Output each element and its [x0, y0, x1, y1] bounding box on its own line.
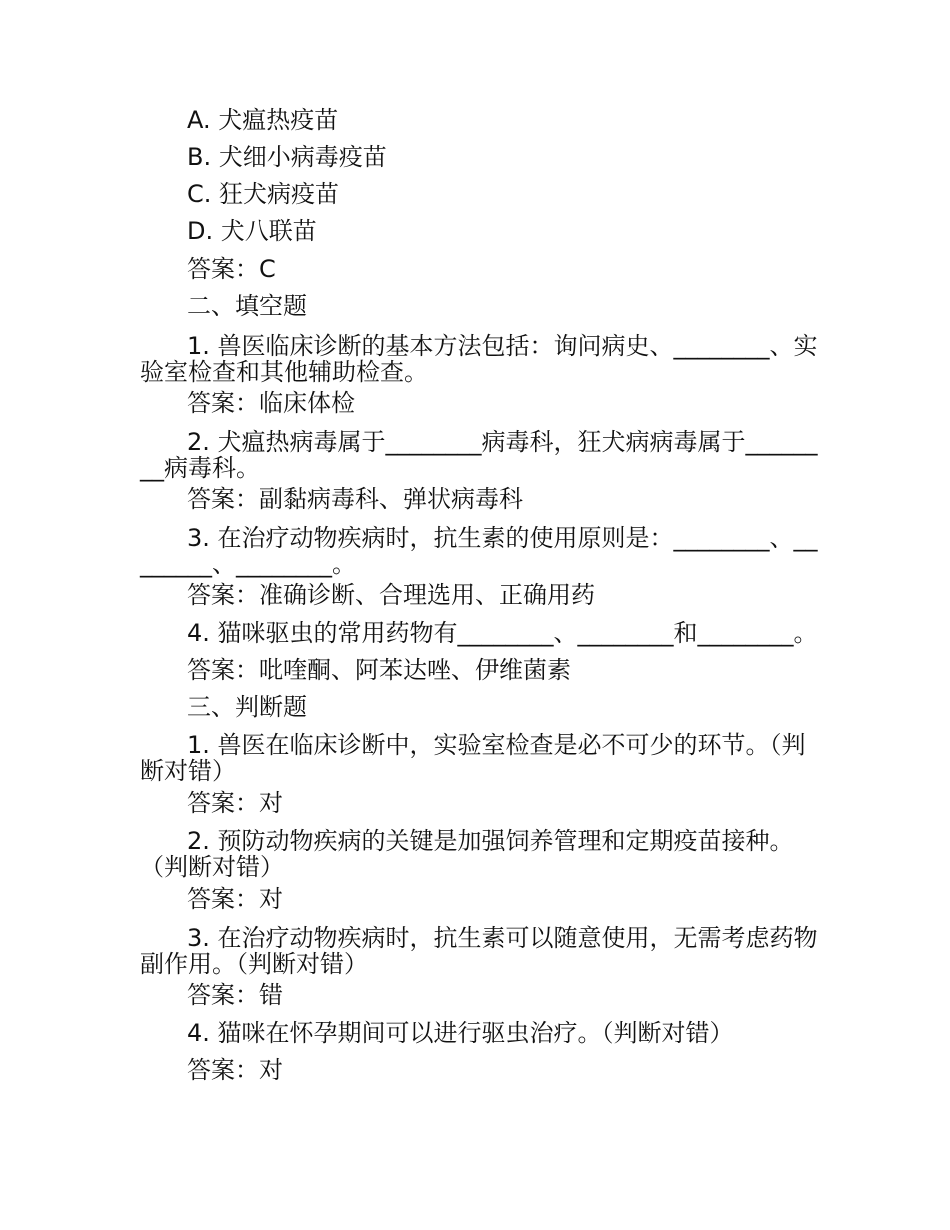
option-c: C. 狂犬病疫苗: [187, 180, 340, 208]
tf-question-1: 1. 兽医在临床诊断中，实验室检查是必不可少的环节。（判断对错）: [140, 731, 806, 785]
option-a: A. 犬瘟热疫苗: [187, 106, 339, 134]
option-b: B. 犬细小病毒疫苗: [187, 143, 387, 171]
fill-question-2: 2. 犬瘟热病毒属于________病毒科，狂犬病病毒属于________病毒科。: [140, 428, 818, 482]
section-title-fill: 二、填空题: [187, 292, 307, 320]
fill-question-3: 3. 在治疗动物疾病时，抗生素的使用原则是：________、________、________。: [140, 524, 818, 578]
fill-answer-2: 答案：副黏病毒科、弹状病毒科: [187, 485, 523, 513]
tf-answer-2: 答案：对: [187, 885, 283, 913]
option-d: D. 犬八联苗: [187, 217, 317, 245]
tf-question-3: 3. 在治疗动物疾病时，抗生素可以随意使用，无需考虑药物副作用。（判断对错）: [140, 924, 818, 978]
fill-answer-1: 答案：临床体检: [187, 389, 355, 417]
mc-answer: 答案：C: [187, 255, 276, 283]
tf-question-4: 4. 猫咪在怀孕期间可以进行驱虫治疗。（判断对错）: [187, 1019, 734, 1047]
tf-question-2: 2. 预防动物疾病的关键是加强饲养管理和定期疫苗接种。（判断对错）: [140, 827, 794, 881]
tf-answer-3: 答案：错: [187, 981, 283, 1009]
fill-answer-4: 答案：吡喹酮、阿苯达唑、伊维菌素: [187, 656, 571, 684]
tf-answer-1: 答案：对: [187, 789, 283, 817]
fill-question-1: 1. 兽医临床诊断的基本方法包括：询问病史、________、实验室检查和其他辅助检查。: [140, 332, 818, 386]
fill-question-4: 4. 猫咪驱虫的常用药物有________、________和________。: [187, 619, 818, 647]
fill-answer-3: 答案：准确诊断、合理选用、正确用药: [187, 581, 595, 609]
section-title-tf: 三、判断题: [187, 693, 307, 721]
tf-answer-4: 答案：对: [187, 1056, 283, 1084]
